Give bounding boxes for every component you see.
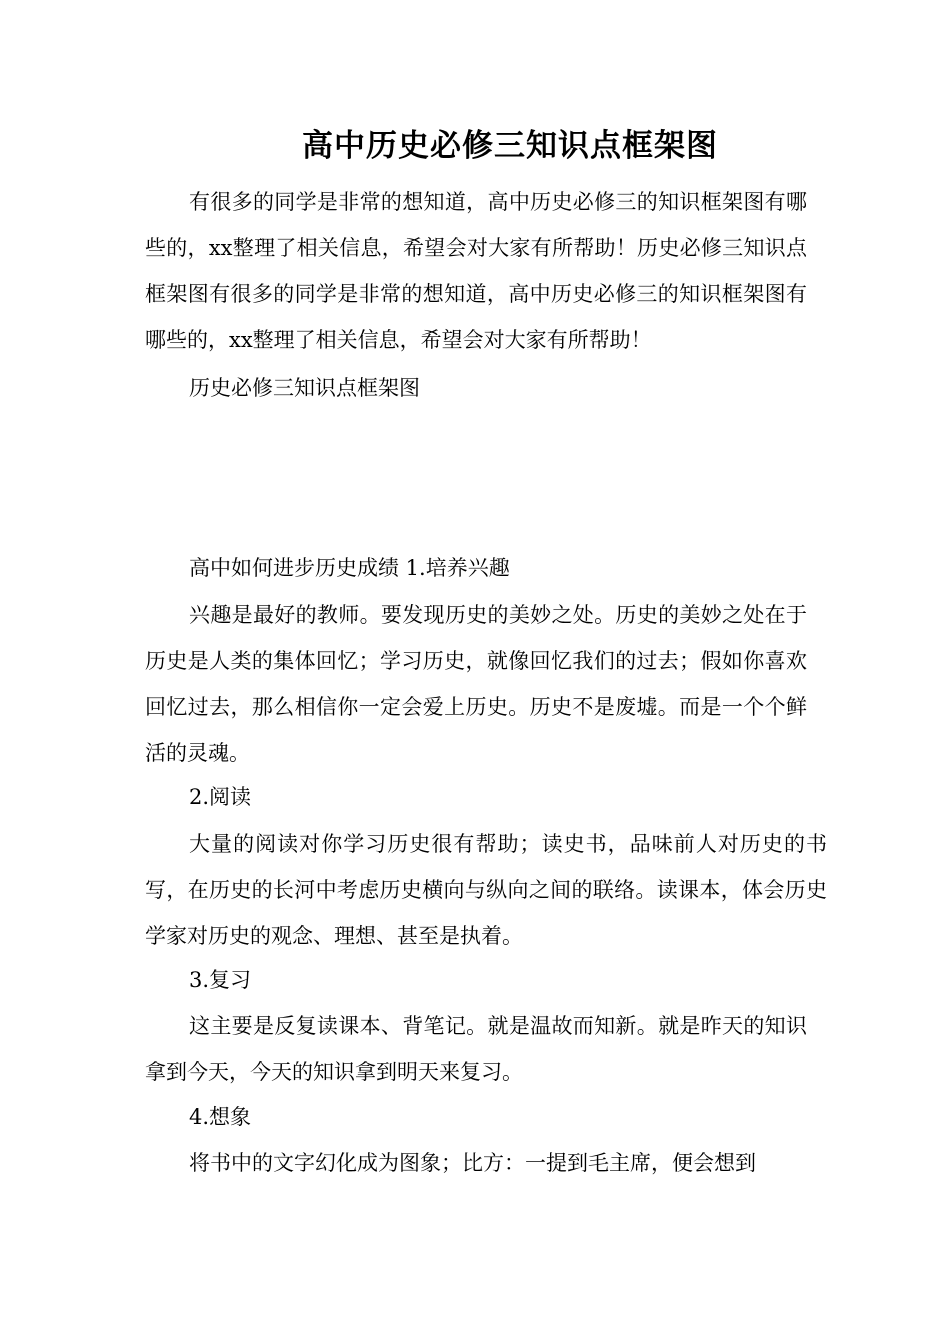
imagination-paragraph: 将书中的文字幻化成为图象；比方：一提到毛主席，便会想到 <box>189 1151 756 1175</box>
section-heading-imagination: 4.想象 <box>189 1105 252 1129</box>
framework-image-placeholder <box>145 418 807 528</box>
interest-paragraph: 兴趣是最好的教师。要发现历史的美妙之处。历史的美妙之处在于历史是人类的集体回忆；学习历史，就像回忆我们的过去；假如你喜欢回忆过去，那么相信你一定会爱上历史。历史不是废墟。而是一个个鲜活的灵魂。 <box>145 603 807 765</box>
document-title: 高中历史必修三知识点框架图 <box>302 128 718 164</box>
section-heading-interest: 高中如何进步历史成绩 1.培养兴趣 <box>189 556 510 580</box>
review-paragraph: 这主要是反复读课本、背笔记。就是温故而知新。就是昨天的知识拿到今天，今天的知识拿到明天来复习。 <box>145 1014 807 1084</box>
section-heading-review: 3.复习 <box>189 968 252 992</box>
intro-paragraph: 有很多的同学是非常的想知道，高中历史必修三的知识框架图有哪些的，xx整理了相关信息，希望会对大家有所帮助！历史必修三知识点框架图有很多的同学是非常的想知道，高中历史必修三的知识框架图有哪些的，xx整理了相关信息，希望会对大家有所帮助！ <box>145 190 807 352</box>
reading-paragraph: 大量的阅读对你学习历史很有帮助；读史书，品味前人对历史的书写，在历史的长河中考虑历史横向与纵向之间的联络。读课本，体会历史学家对历史的观念、理想、甚至是执着。 <box>145 832 827 948</box>
section-heading-reading: 2.阅读 <box>189 785 252 809</box>
framework-caption: 历史必修三知识点框架图 <box>189 376 420 400</box>
